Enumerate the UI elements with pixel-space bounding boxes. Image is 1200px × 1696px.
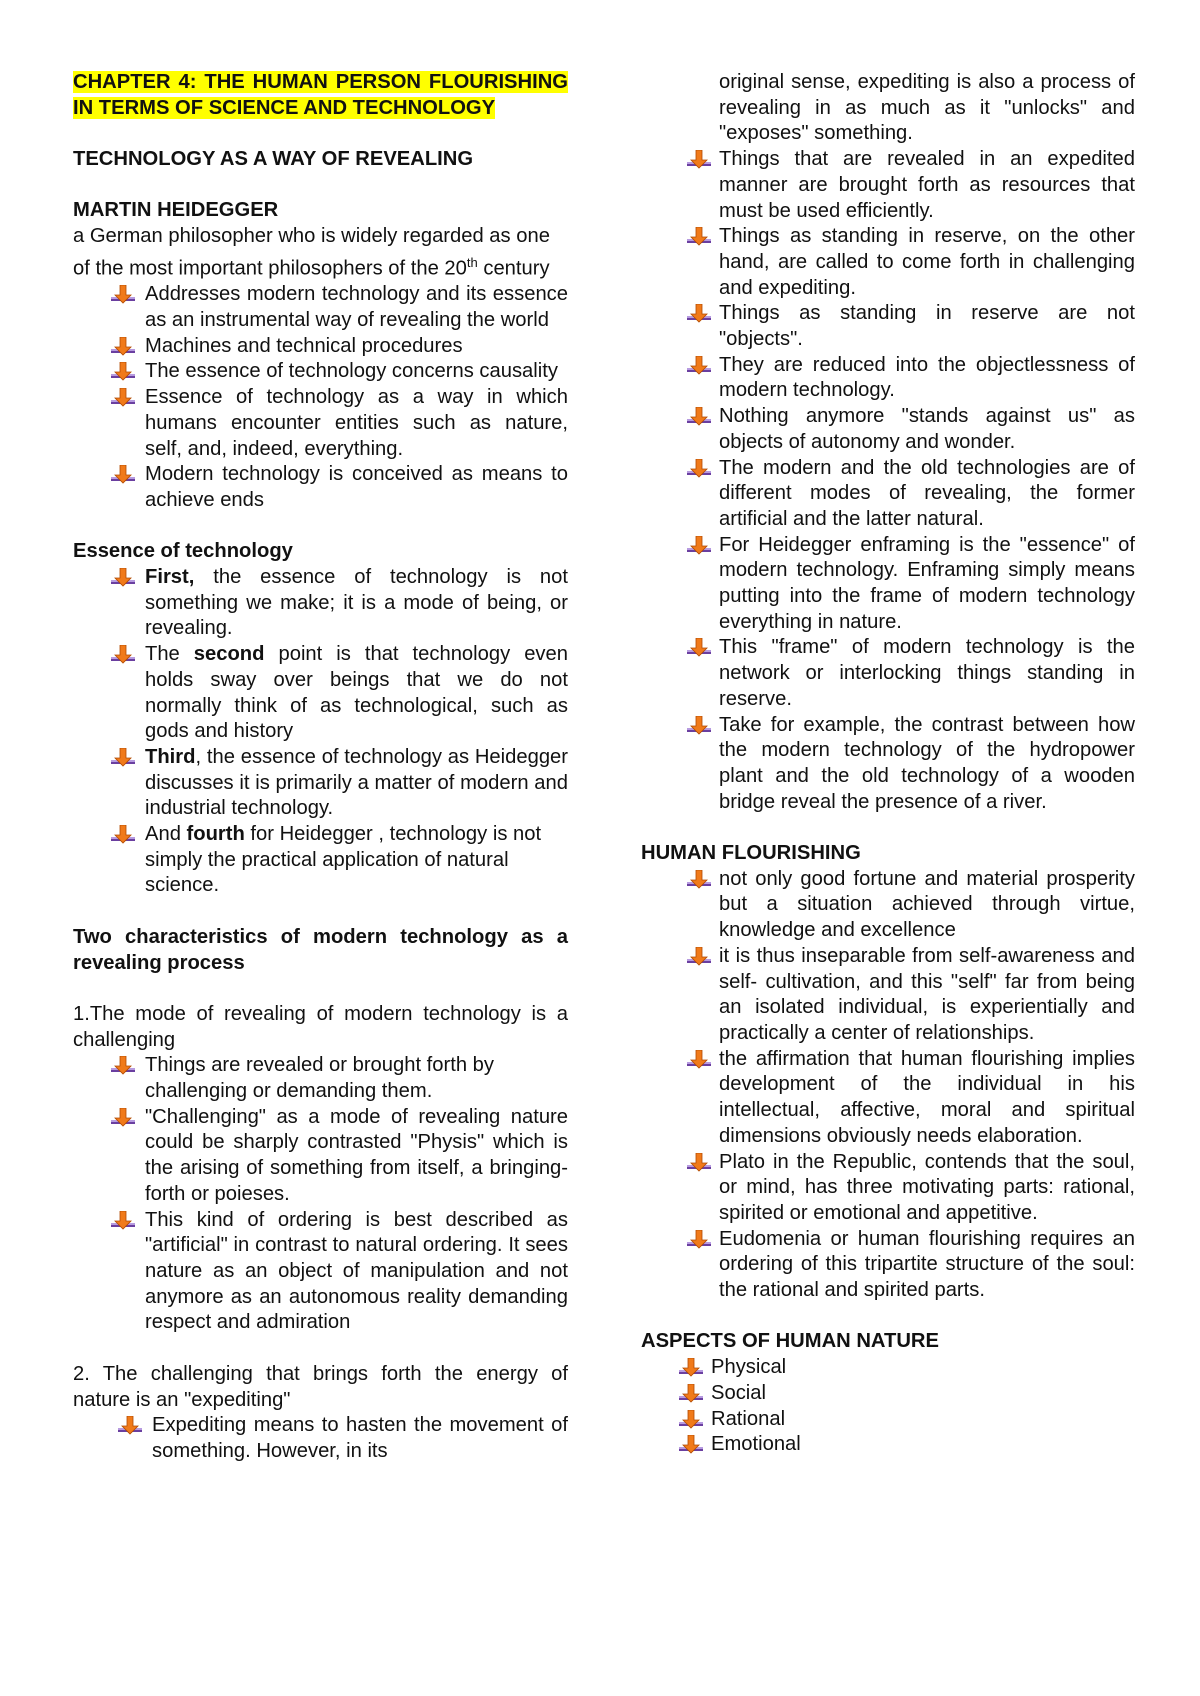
challenging-paragraph: 1.The mode of revealing of modern technology is a challenging [73,1002,568,1051]
list-item-text: And [145,823,187,846]
pushpin-arrow-icon [685,716,713,736]
human-flourishing-heading: HUMAN FLOURISHING [641,842,861,865]
essence-heading: Essence of technology [73,540,293,563]
list-item-text: original sense, expediting is also a process of revealing in as much as it "unlocks" and "exposes" something. [719,71,1135,145]
list-item-text: Addresses modern technology and its essence as an instrumental way of revealing the world [145,283,568,332]
list-item-continuation [641,70,1135,147]
pushpin-arrow-icon [677,1435,705,1455]
list-item [641,533,1135,636]
list-item [73,385,568,462]
list-item-text: Essence of technology as a way in which humans encounter entities such as nature, self, and, indeed, everything. [145,386,568,460]
list-item-text: point is that technology even holds sway over beings that we do not normally think of as technological, such as gods and history [145,643,568,743]
list-item-text: Expediting means to hasten the movement of something. However, in its [152,1414,568,1462]
list-item [641,1381,1135,1407]
expediting-continuation [641,70,1135,815]
pushpin-arrow-icon [677,1384,705,1404]
list-item-text: , the essence of technology as Heidegger discusses it is primarily a matter of modern and industrial technology. [145,745,568,820]
list-item-text: The [145,643,194,666]
pushpin-arrow-icon [109,285,137,305]
list-item-text: The modern and the old technologies are of different modes of revealing, the former artificial and the latter natural. [719,456,1135,530]
list-item-text: "Challenging" as a mode of revealing nature could be sharply contrasted "Physis" which is the arising of something from itself, a bringing- forth or poieses. [145,1105,568,1205]
heidegger-intro-text: a German philosopher who is widely regarded as one of the most important philosophers of the 20 [73,225,550,280]
list-item-text: Rational [711,1407,786,1430]
list-item-text: Things as standing in reserve, on the other hand, are called to come forth in challenging and expediting. [719,225,1135,299]
list-item-text: Eudomenia or human flourishing requires an ordering of this tripartite structure of the soul: the rational and spirited parts. [719,1227,1135,1302]
superscript: th [466,254,478,270]
list-item-text: The essence of technology concerns causality [145,360,558,383]
pushpin-arrow-icon [685,356,713,376]
chapter-title-text: CHAPTER 4: THE HUMAN PERSON FLOURISHING IN TERMS OF SCIENCE AND TECHNOLOGY [73,71,568,119]
list-item-text: This kind of ordering is best described as "artificial" in contrast to natural ordering. It sees nature as an object of manipulation and not anymore as an autonomous reality demanding respect and admiration [145,1208,568,1334]
pushpin-arrow-icon [685,638,713,658]
list-item-text: the essence of technology is not something we make; it is a mode of being, or revealing. [145,566,568,640]
list-item [73,334,568,360]
list-item-text: it is thus inseparable from self-awareness and self- cultivation, and this "self" far from being an isolated individual, is experientially and practically a center of relationships. [719,944,1135,1044]
list-item [641,353,1135,404]
pushpin-arrow-icon [685,407,713,427]
pushpin-arrow-icon [109,825,137,845]
pushpin-arrow-icon [685,1153,713,1173]
bold-text: second [193,643,265,666]
pushpin-arrow-icon [685,459,713,479]
pushpin-arrow-icon [109,1056,137,1076]
pushpin-arrow-icon [109,568,137,588]
list-item-text: Nothing anymore "stands against us" as objects of autonomy and wonder. [719,405,1135,453]
chapter-title [73,70,568,121]
list-item [641,301,1135,352]
list-item-text: Emotional [711,1433,801,1456]
pushpin-arrow-icon [109,1211,137,1231]
list-item [641,1227,1135,1304]
list-item [73,282,568,333]
list-item-text: They are reduced into the objectlessness of modern technology. [719,353,1135,402]
pushpin-arrow-icon [685,536,713,556]
list-item [73,565,568,642]
bold-text: First, [145,566,195,589]
pushpin-arrow-icon [685,304,713,324]
list-item [641,713,1135,816]
heidegger-intro-end: century [483,257,550,280]
pushpin-arrow-icon [685,227,713,247]
list-item [641,1355,1135,1381]
list-item [73,1208,568,1337]
list-item [641,404,1135,455]
list-item-text: not only good fortune and material prosperity but a situation achieved through virtue, knowledge and excellence [719,867,1135,942]
list-item-text: the affirmation that human flourishing implies development of the individual in his intellectual, affective, moral and spiritual dimensions obviously needs elaboration. [719,1047,1135,1147]
list-item-text: Things that are revealed in an expedited manner are brought forth as resources that must be used efficiently. [719,148,1135,222]
left-column [73,70,568,1465]
list-item [73,1105,568,1208]
list-item-text: Machines and technical procedures [145,334,463,357]
challenging-bullets [73,1053,568,1336]
two-characteristics-heading: Two characteristics of modern technology as a revealing process [73,925,568,974]
list-item [73,462,568,513]
pushpin-arrow-icon [109,337,137,357]
list-item-text: This "frame" of modern technology is the network or interlocking things standing in reserve. [719,636,1135,710]
list-item-text: For Heidegger enframing is the "essence" of modern technology. Enframing simply means putting into the frame of modern technology everything in nature. [719,533,1135,633]
list-item [73,1413,568,1464]
pushpin-arrow-icon [116,1416,144,1436]
pushpin-arrow-icon [109,465,137,485]
list-item [73,745,568,822]
pushpin-arrow-icon [109,645,137,665]
list-item [641,1047,1135,1150]
list-item [641,1150,1135,1227]
list-item-text: Take for example, the contrast between how the modern technology of the hydropower plant and the old technology of a wooden bridge reveal the presence of a river. [719,713,1135,813]
list-item [641,1432,1135,1458]
list-item-text: Social [711,1381,766,1404]
heidegger-heading: MARTIN HEIDEGGER [73,199,279,222]
list-item [73,822,568,899]
list-item [641,635,1135,712]
pushpin-arrow-icon [109,362,137,382]
pushpin-arrow-icon [677,1410,705,1430]
pushpin-arrow-icon [685,1230,713,1250]
heidegger-intro [73,224,568,282]
list-item [73,1053,568,1104]
list-item-text: Plato in the Republic, contends that the soul, or mind, has three motivating parts: rational, spirited or emotional and appetitive. [719,1150,1135,1224]
essence-bullets [73,565,568,899]
list-item-text: Things as standing in reserve are not "objects". [719,302,1135,351]
list-item-text: for Heidegger , technology is not simply the practical application of natural science. [145,823,542,897]
pushpin-arrow-icon [109,1108,137,1128]
list-item [641,224,1135,301]
section-title: TECHNOLOGY AS A WAY OF REVEALING [73,148,474,171]
pushpin-arrow-icon [677,1358,705,1378]
list-item [641,944,1135,1047]
flourishing-bullets [641,867,1135,1304]
aspects-heading: ASPECTS OF HUMAN NATURE [641,1330,939,1353]
pushpin-arrow-icon [685,1050,713,1070]
expediting-paragraph: 2. The challenging that brings forth the energy of nature is an "expediting" [73,1362,568,1411]
heidegger-bullets [73,282,568,513]
pushpin-arrow-icon [685,947,713,967]
list-item [73,642,568,745]
pushpin-arrow-icon [685,150,713,170]
list-item-text: Modern technology is conceived as means to achieve ends [145,463,568,511]
aspects-list [641,1355,1135,1458]
list-item-text: Things are revealed or brought forth by challenging or demanding them. [145,1054,494,1103]
bold-text: fourth [186,823,245,846]
list-item [73,359,568,385]
pushpin-arrow-icon [109,748,137,768]
list-item [641,1407,1135,1433]
list-item [641,147,1135,224]
list-item [641,456,1135,533]
bold-text: Third [145,745,196,768]
list-item [641,867,1135,944]
pushpin-arrow-icon [685,870,713,890]
pushpin-arrow-icon [109,388,137,408]
expediting-bullets [73,1413,568,1464]
list-item-text: Physical [711,1356,787,1379]
right-column [641,70,1135,1458]
